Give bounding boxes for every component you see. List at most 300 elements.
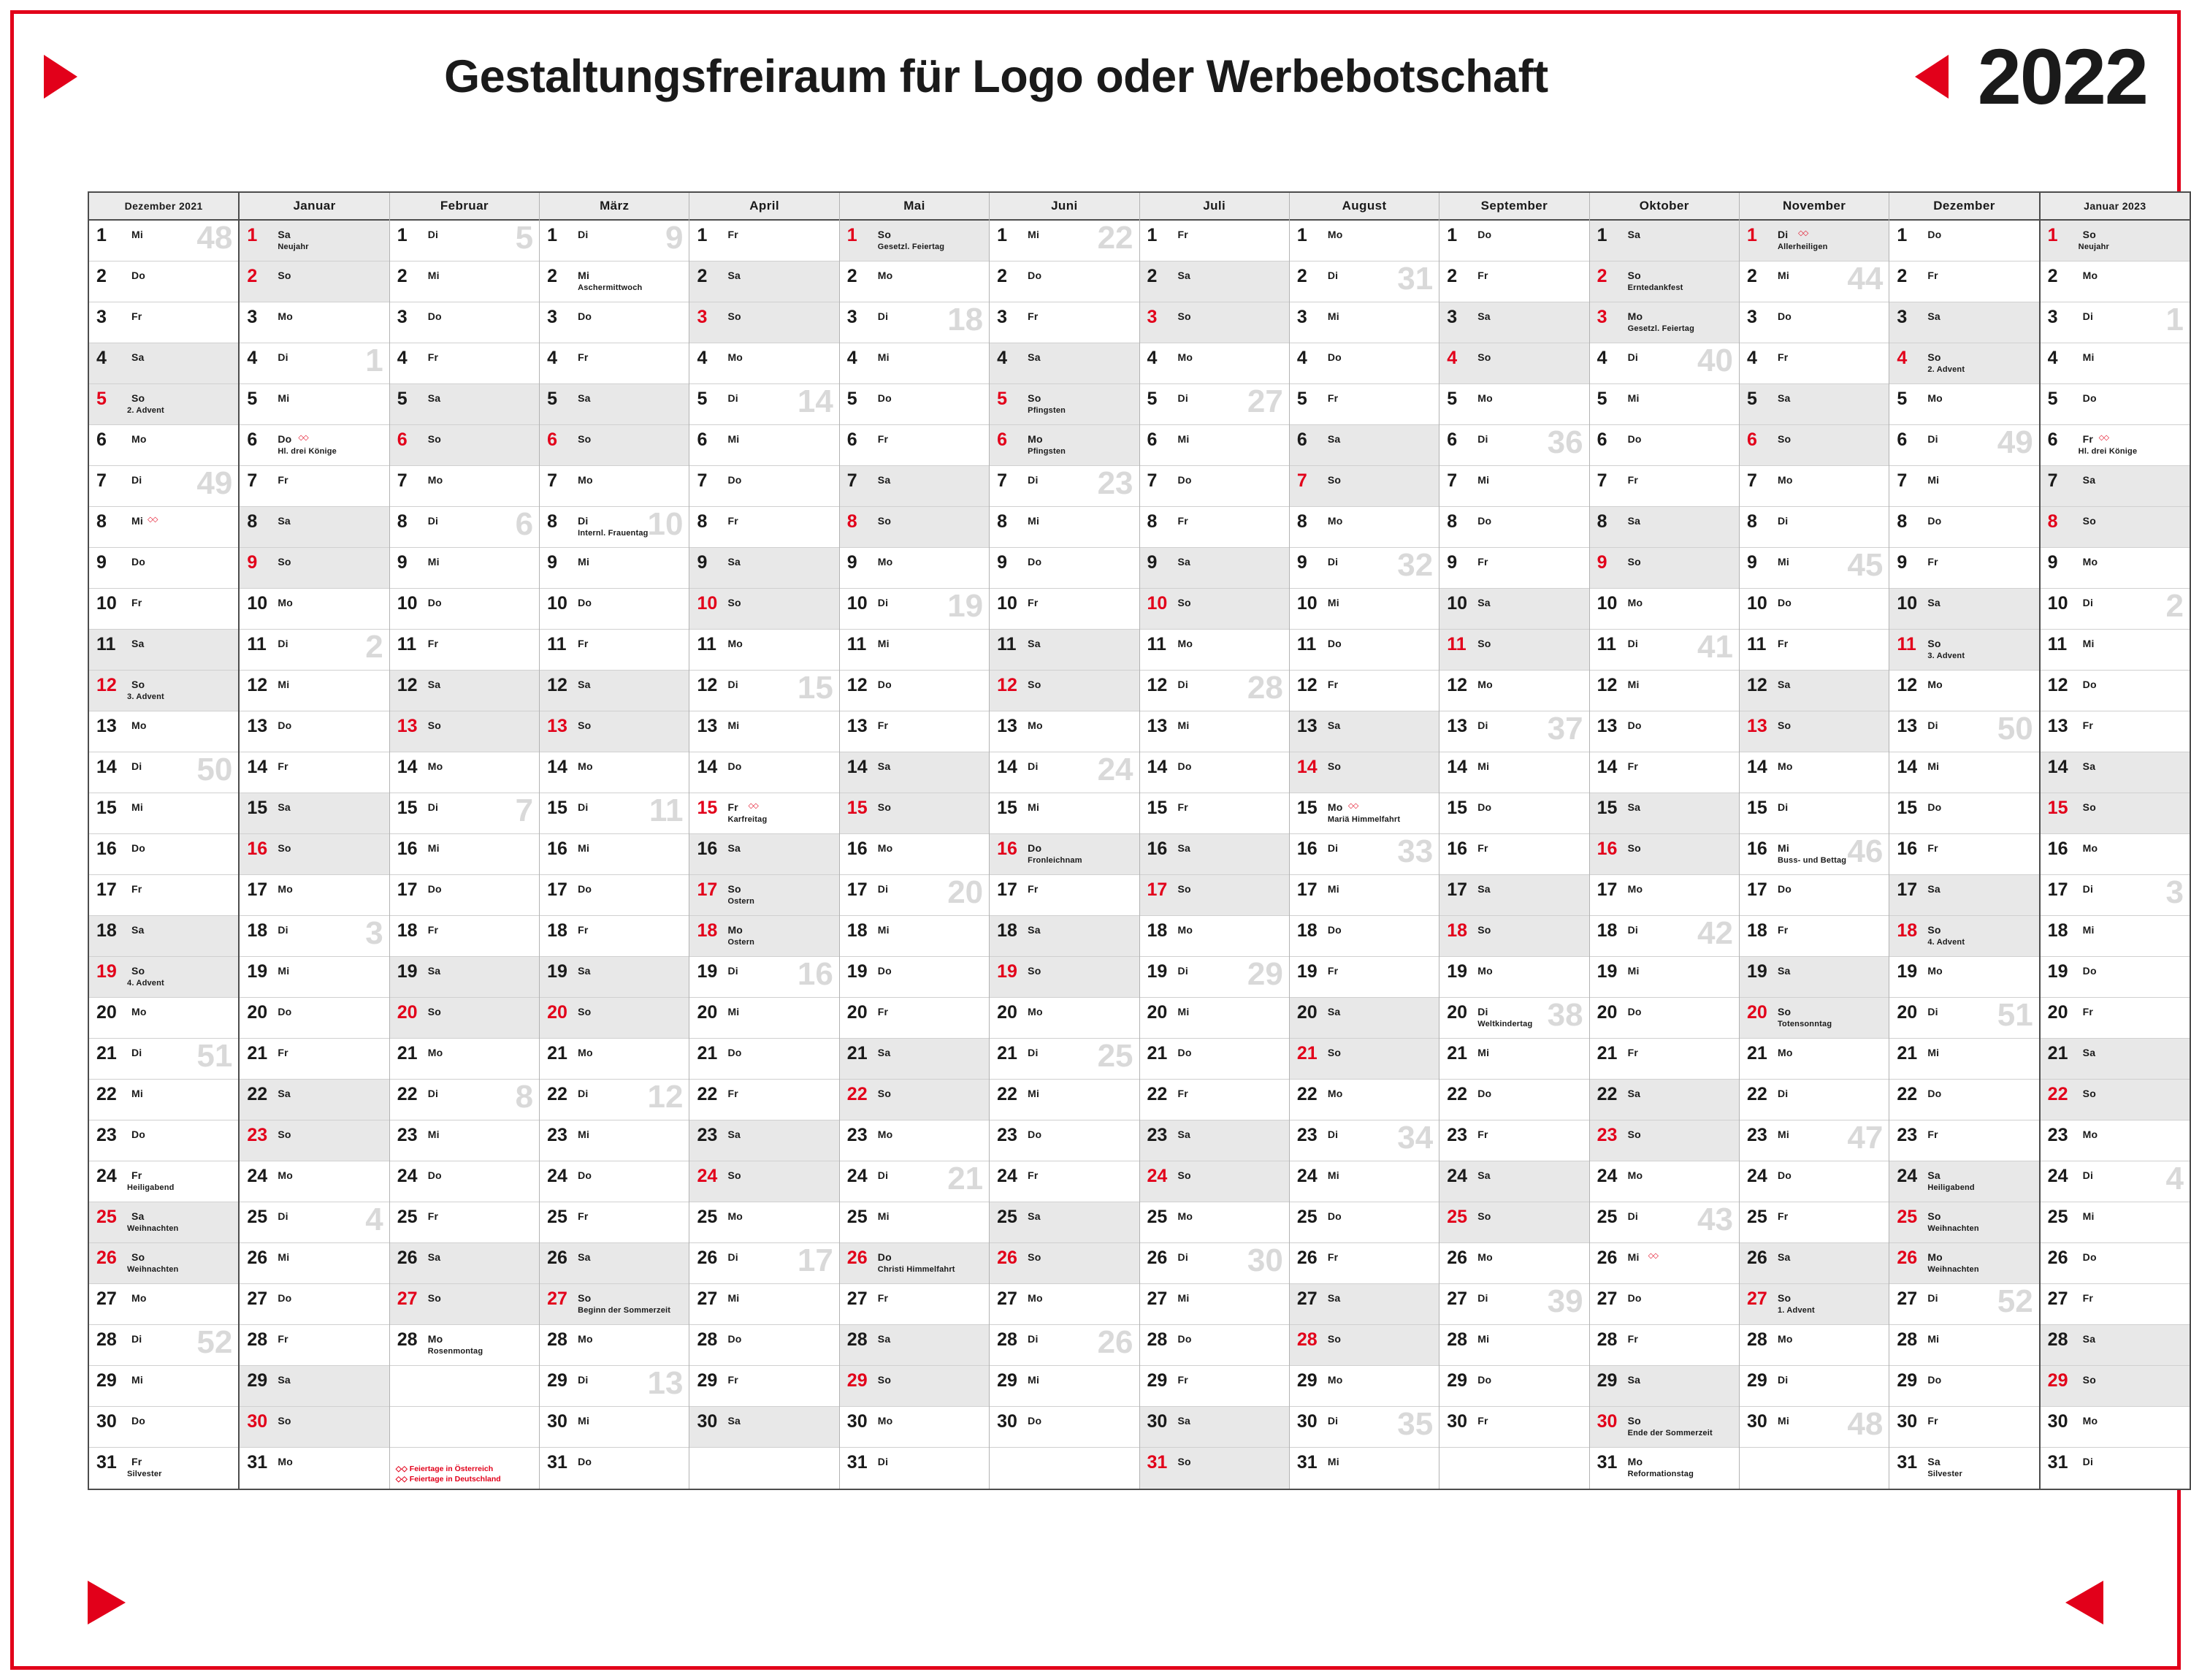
- day-of-week: Fr: [278, 474, 288, 486]
- day-of-week: So: [131, 965, 145, 977]
- austria-holiday-icon: ◇◇: [148, 516, 158, 524]
- day-cell: [240, 384, 389, 425]
- day-number: 15: [547, 798, 567, 818]
- day-number: 14: [997, 757, 1017, 777]
- day-cell: [390, 302, 539, 343]
- day-cell: [990, 711, 1139, 752]
- day-of-week: Mo: [877, 556, 893, 568]
- day-number: 13: [397, 716, 418, 736]
- day-of-week: So: [877, 801, 892, 813]
- day-number: 23: [846, 1125, 868, 1145]
- week-number: 32: [1397, 547, 1434, 583]
- month-column-12: [1740, 193, 1889, 1489]
- day-of-week: Mo: [727, 638, 743, 649]
- day-of-week: Do: [578, 1169, 592, 1181]
- day-cell: [89, 221, 238, 261]
- day-cell: [1140, 711, 1289, 752]
- day-cell: [1740, 1080, 1889, 1120]
- day-number: 14: [1296, 757, 1318, 777]
- day-number: 8: [96, 511, 107, 532]
- day-cell: [89, 711, 238, 752]
- day-number: 27: [547, 1288, 567, 1309]
- day-of-week: Sa: [427, 392, 441, 404]
- day-number: 19: [1447, 961, 1468, 982]
- day-number: 29: [2047, 1370, 2068, 1391]
- day-cell: [1889, 1448, 2038, 1489]
- day-cell: [540, 957, 689, 998]
- day-cell: [2041, 1448, 2190, 1489]
- day-cell: [1439, 548, 1588, 589]
- day-of-week: Mi: [278, 679, 290, 690]
- day-of-week: Mi: [578, 556, 590, 568]
- day-number: 16: [397, 839, 418, 859]
- day-cell: [540, 1039, 689, 1080]
- day-number: 29: [1897, 1370, 1918, 1391]
- day-cell: [390, 1325, 539, 1366]
- day-cell: [689, 957, 838, 998]
- day-note: Heiligabend: [1927, 1183, 1975, 1192]
- day-of-week: Di: [1177, 392, 1188, 404]
- day-number: 22: [1897, 1084, 1918, 1104]
- day-number: 10: [547, 593, 567, 614]
- day-cell: [540, 507, 689, 548]
- day-of-week: So: [1777, 719, 1792, 731]
- day-number: 26: [2047, 1248, 2068, 1268]
- day-of-week: So: [1777, 1006, 1792, 1017]
- day-number: 22: [1597, 1084, 1618, 1104]
- day-cell: [1140, 425, 1289, 466]
- day-cell: [840, 1448, 989, 1489]
- day-number: 17: [1897, 879, 1918, 900]
- day-note: 3. Advent: [1927, 652, 1965, 660]
- day-number: 5: [1447, 389, 1458, 409]
- day-cell: [1439, 507, 1588, 548]
- day-number: 24: [697, 1166, 718, 1186]
- day-number: 20: [2047, 1002, 2068, 1023]
- day-cell: [1590, 1284, 1739, 1325]
- day-number: 9: [1296, 552, 1307, 573]
- day-number: 27: [997, 1288, 1017, 1309]
- day-of-week: Mo: [1477, 965, 1493, 977]
- day-number: 17: [2047, 879, 2068, 900]
- day-note: Neujahr: [278, 243, 309, 251]
- day-of-week: Do: [1028, 270, 1042, 281]
- day-of-week: Fr: [2082, 433, 2094, 445]
- day-number: 2: [1147, 266, 1158, 286]
- month-header: Mai: [840, 193, 989, 221]
- day-note: Weihnachten: [1927, 1265, 1979, 1274]
- day-number: 20: [96, 1002, 117, 1023]
- day-cell: [1889, 630, 2038, 671]
- day-number: 8: [1447, 511, 1458, 532]
- day-number: 15: [1447, 798, 1468, 818]
- day-cell: [990, 834, 1139, 875]
- day-of-week: Mi: [1327, 1169, 1339, 1181]
- month-column-6: [840, 193, 990, 1489]
- day-number: 3: [2047, 307, 2058, 327]
- day-cell: [990, 875, 1139, 916]
- day-cell: [1889, 221, 2038, 261]
- day-of-week: So: [278, 556, 291, 568]
- day-of-week: Di: [1327, 270, 1339, 281]
- day-of-week: Di: [1627, 638, 1638, 649]
- day-number: 12: [1147, 675, 1168, 695]
- day-number: 28: [1746, 1329, 1767, 1350]
- day-cell: [2041, 1080, 2190, 1120]
- day-number: 28: [1897, 1329, 1918, 1350]
- day-cell: [2041, 507, 2190, 548]
- day-number: 10: [2047, 593, 2068, 614]
- day-of-week: Do: [1927, 801, 1942, 813]
- day-number: 4: [1746, 348, 1757, 368]
- day-cell: [1290, 1120, 1439, 1161]
- day-cell: [89, 548, 238, 589]
- week-number: 34: [1397, 1120, 1434, 1156]
- day-number: 16: [2047, 839, 2068, 859]
- day-of-week: So: [1028, 1251, 1041, 1263]
- day-cell: [840, 548, 989, 589]
- day-number: 28: [1447, 1329, 1468, 1350]
- day-number: 22: [96, 1084, 117, 1104]
- day-cell: [240, 507, 389, 548]
- day-number: 16: [1296, 839, 1318, 859]
- day-cell: [990, 1039, 1139, 1080]
- day-cell: [1590, 1202, 1739, 1243]
- day-cell: [2041, 793, 2190, 834]
- day-of-week: Mi: [1028, 801, 1040, 813]
- day-of-week: Fr: [1327, 392, 1339, 404]
- day-number: 3: [846, 307, 857, 327]
- footer-triangle-right-icon: [88, 1581, 126, 1624]
- day-number: 19: [1897, 961, 1918, 982]
- day-number: 23: [1746, 1125, 1767, 1145]
- day-number: 11: [997, 634, 1017, 654]
- day-number: 5: [1597, 389, 1607, 409]
- day-of-week: So: [1477, 924, 1491, 936]
- day-of-week: Sa: [1327, 1292, 1341, 1304]
- day-number: 21: [247, 1043, 268, 1064]
- day-of-week: So: [427, 1292, 442, 1304]
- day-note: Silvester: [1927, 1470, 1962, 1478]
- day-of-week: So: [727, 310, 741, 322]
- day-of-week: Mi: [1477, 474, 1490, 486]
- day-of-week: So: [1327, 760, 1342, 772]
- day-number: 30: [1897, 1411, 1918, 1432]
- day-of-week: Mo: [1627, 883, 1643, 895]
- day-note: Weihnachten: [127, 1265, 179, 1274]
- triangle-left-icon: [1915, 55, 1949, 99]
- day-cell: [540, 1366, 689, 1407]
- day-cell: [689, 1407, 838, 1448]
- day-cell: [689, 1120, 838, 1161]
- day-of-week: Mi: [1177, 1006, 1190, 1017]
- day-of-week: Mo: [1477, 392, 1493, 404]
- week-number: 51: [196, 1038, 233, 1074]
- day-of-week: Mi: [727, 433, 740, 445]
- day-number: 20: [1447, 1002, 1468, 1023]
- day-of-week: Do: [877, 1251, 892, 1263]
- day-cell: [1740, 425, 1889, 466]
- day-number: 14: [397, 757, 418, 777]
- day-of-week: Mi: [427, 556, 440, 568]
- day-cell: [1740, 548, 1889, 589]
- week-number: 35: [1397, 1406, 1434, 1442]
- day-of-week: Fr: [1927, 1129, 1938, 1140]
- day-cell: [89, 343, 238, 384]
- day-of-week: Mo: [2082, 270, 2098, 281]
- day-number: 10: [1897, 593, 1918, 614]
- day-of-week: Do: [1477, 1374, 1492, 1386]
- day-number: 20: [1746, 1002, 1767, 1023]
- day-of-week: Fr: [578, 1210, 589, 1222]
- day-cell: [689, 302, 838, 343]
- day-of-week: Do: [1927, 229, 1942, 240]
- day-of-week: Fr: [727, 229, 738, 240]
- day-cell: [689, 916, 838, 957]
- day-number: 16: [997, 839, 1017, 859]
- day-note: Internl. Frauentag: [578, 529, 649, 538]
- month-header: März: [540, 193, 689, 221]
- day-cell: [990, 916, 1139, 957]
- day-cell: [2041, 998, 2190, 1039]
- day-of-week: Di: [727, 1251, 738, 1263]
- day-cell: [1439, 1366, 1588, 1407]
- day-of-week: Mi: [131, 1374, 143, 1386]
- day-note: Gesetzl. Feiertag: [877, 243, 945, 251]
- day-of-week: Do: [1627, 1006, 1642, 1017]
- day-of-week: So: [131, 1251, 145, 1263]
- day-of-week: Sa: [1327, 719, 1341, 731]
- day-of-week: Mi: [1627, 965, 1640, 977]
- day-number: 15: [697, 798, 718, 818]
- day-cell: [1889, 998, 2038, 1039]
- day-of-week: So: [1327, 474, 1342, 486]
- day-cell: [89, 425, 238, 466]
- week-number: 50: [196, 752, 233, 787]
- day-note: Gesetzl. Feiertag: [1627, 324, 1695, 333]
- week-number: 12: [647, 1079, 684, 1115]
- day-of-week: Sa: [1177, 842, 1191, 854]
- day-number: 16: [1147, 839, 1168, 859]
- day-note: Heiligabend: [127, 1183, 175, 1192]
- day-cell: [89, 384, 238, 425]
- month-header: Januar 2023: [2041, 193, 2190, 221]
- day-of-week: Mo: [1028, 1006, 1043, 1017]
- day-cell: [1439, 1284, 1588, 1325]
- day-of-week: Do: [578, 1456, 592, 1467]
- day-number: 25: [247, 1207, 268, 1227]
- day-cell: [390, 261, 539, 302]
- day-number: 2: [96, 266, 107, 286]
- day-cell: [840, 793, 989, 834]
- day-cell: [390, 630, 539, 671]
- day-cell: [1740, 221, 1889, 261]
- day-number: 19: [397, 961, 418, 982]
- day-of-week: Sa: [877, 1047, 891, 1058]
- day-number: 29: [96, 1370, 117, 1391]
- day-cell: [1290, 916, 1439, 957]
- day-cell: [1590, 1448, 1739, 1489]
- month-header: Dezember 2021: [89, 193, 238, 221]
- week-number: 4: [365, 1202, 383, 1237]
- day-number: 4: [1897, 348, 1908, 368]
- day-number: 12: [1597, 675, 1618, 695]
- day-of-week: Fr: [2082, 1292, 2094, 1304]
- day-of-week: So: [1177, 1169, 1191, 1181]
- day-of-week: Sa: [278, 515, 291, 527]
- day-of-week: Fr: [727, 801, 738, 813]
- austria-holiday-icon: ◇◇: [1347, 802, 1358, 810]
- month-header: September: [1439, 193, 1588, 221]
- day-number: 30: [1296, 1411, 1318, 1432]
- month-header: Juli: [1140, 193, 1289, 221]
- day-of-week: Sa: [1477, 1169, 1491, 1181]
- day-cell: [1590, 671, 1739, 711]
- day-number: 16: [1746, 839, 1767, 859]
- day-number: 30: [1597, 1411, 1618, 1432]
- day-of-week: So: [1477, 1210, 1491, 1222]
- day-cell: [390, 752, 539, 793]
- day-number: 30: [997, 1411, 1017, 1432]
- day-number: 20: [997, 1002, 1017, 1023]
- day-of-week: Mi: [2082, 924, 2095, 936]
- day-cell: [240, 1284, 389, 1325]
- day-of-week: Di: [1927, 719, 1938, 731]
- day-cell-empty: [390, 1407, 539, 1448]
- day-cell: [1290, 793, 1439, 834]
- day-of-week: So: [727, 883, 741, 895]
- day-cell-empty: [390, 1448, 539, 1489]
- day-of-week: Sa: [1927, 1169, 1940, 1181]
- day-number: 17: [1597, 879, 1618, 900]
- day-cell: [840, 1325, 989, 1366]
- day-of-week: Fr: [2082, 719, 2094, 731]
- day-of-week: Sa: [1777, 392, 1791, 404]
- day-cell: [1439, 343, 1588, 384]
- day-cell-empty: [990, 1448, 1139, 1489]
- day-number: 31: [2047, 1452, 2068, 1473]
- day-number: 2: [1447, 266, 1458, 286]
- day-of-week: So: [1927, 638, 1941, 649]
- month-columns: [89, 193, 2190, 1489]
- day-cell-empty: [689, 1448, 838, 1489]
- month-header: Februar: [390, 193, 539, 221]
- day-of-week: Fr: [1627, 474, 1638, 486]
- day-of-week: Fr: [1177, 515, 1188, 527]
- legend-germany: ◇◇ Feiertage in Deutschland: [395, 1474, 501, 1484]
- day-of-week: Mo: [278, 597, 293, 608]
- day-cell: [1889, 793, 2038, 834]
- day-cell: [540, 1120, 689, 1161]
- day-of-week: Sa: [727, 270, 741, 281]
- day-cell: [2041, 1366, 2190, 1407]
- month-column-8: [1140, 193, 1290, 1489]
- week-number: 9: [665, 220, 684, 256]
- day-number: 4: [247, 348, 258, 368]
- day-of-week: Mo: [1177, 638, 1193, 649]
- day-cell: [240, 1161, 389, 1202]
- day-cell: [390, 671, 539, 711]
- day-of-week: Fr: [1177, 1088, 1188, 1099]
- day-of-week: Sa: [131, 1210, 145, 1222]
- day-cell: [840, 1284, 989, 1325]
- day-cell: [390, 1202, 539, 1243]
- day-of-week: Do: [1477, 229, 1492, 240]
- day-cell: [1439, 425, 1588, 466]
- day-number: 18: [1897, 920, 1918, 941]
- day-of-week: Do: [1627, 719, 1642, 731]
- day-note: Pfingsten: [1028, 406, 1066, 415]
- day-number: 3: [547, 307, 557, 327]
- day-cell: [1290, 507, 1439, 548]
- day-of-week: Mo: [1028, 433, 1043, 445]
- day-of-week: Do: [2082, 679, 2097, 690]
- day-number: 15: [247, 798, 268, 818]
- day-number: 19: [997, 961, 1017, 982]
- day-of-week: So: [1627, 270, 1641, 281]
- day-number: 31: [1597, 1452, 1618, 1473]
- day-of-week: Mo: [877, 1129, 893, 1140]
- day-of-week: Do: [278, 1292, 292, 1304]
- day-cell: [540, 302, 689, 343]
- week-number: 8: [515, 1079, 534, 1115]
- day-of-week: Fr: [131, 1456, 142, 1467]
- day-cell: [1590, 1080, 1739, 1120]
- day-number: 2: [547, 266, 557, 286]
- day-of-week: Di: [877, 1169, 889, 1181]
- day-of-week: Sa: [278, 229, 291, 240]
- day-of-week: Di: [578, 515, 589, 527]
- week-number: 13: [647, 1365, 684, 1401]
- day-of-week: Fr: [278, 1047, 288, 1058]
- day-of-week: Mi: [727, 1006, 740, 1017]
- day-cell: [1889, 1080, 2038, 1120]
- day-of-week: Mo: [578, 760, 593, 772]
- day-cell: [1439, 957, 1588, 998]
- day-number: 25: [96, 1207, 117, 1227]
- day-number: 27: [96, 1288, 117, 1309]
- day-of-week: Mi: [1927, 1333, 1940, 1345]
- day-number: 8: [2047, 511, 2058, 532]
- day-number: 10: [1447, 593, 1468, 614]
- day-number: 4: [547, 348, 557, 368]
- day-number: 2: [1296, 266, 1307, 286]
- day-number: 13: [697, 716, 718, 736]
- day-of-week: Do: [1028, 556, 1042, 568]
- day-of-week: Sa: [131, 638, 145, 649]
- day-cell: [840, 916, 989, 957]
- day-note: Weihnachten: [127, 1224, 179, 1233]
- day-cell: [1439, 630, 1588, 671]
- day-of-week: Di: [1477, 1292, 1488, 1304]
- day-of-week: Do: [578, 310, 592, 322]
- day-of-week: Do: [131, 1415, 146, 1427]
- day-cell: [240, 548, 389, 589]
- week-number: 31: [1397, 261, 1434, 297]
- week-number: 15: [797, 670, 833, 706]
- day-of-week: Mo: [2082, 1129, 2098, 1140]
- day-number: 25: [547, 1207, 567, 1227]
- week-number: 42: [1697, 915, 1733, 951]
- day-of-week: Mo: [877, 270, 893, 281]
- day-cell: [1590, 343, 1739, 384]
- day-cell: [240, 998, 389, 1039]
- day-cell: [1740, 507, 1889, 548]
- day-cell: [540, 752, 689, 793]
- day-number: 15: [1746, 798, 1767, 818]
- day-number: 17: [547, 879, 567, 900]
- day-cell: [1439, 1080, 1588, 1120]
